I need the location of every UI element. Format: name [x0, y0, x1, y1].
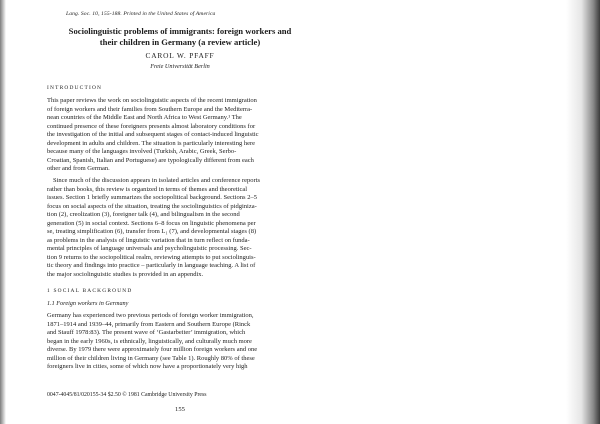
text-line: development in adults and children. The situation is particularly interesting here	[47, 139, 256, 147]
section-1-paragraph	[47, 312, 293, 372]
book-spine-shadow	[566, 0, 600, 424]
text-line: issues. Section 1 briefly summarizes the sociopolitical background. Sections 2–5	[47, 194, 257, 202]
text-line: foreigners live in cities, some of which now have a proportionately very high	[47, 363, 248, 371]
text-line: as problems in the analysis of linguistic variation that in turn reflect on funda-	[47, 236, 250, 244]
text-line: and Stauff 1978:83). The present wave of ‘Gastarbeiter’ immigration, which	[47, 329, 246, 337]
text-line: Germany has experienced two previous periods of foreign worker immigration,	[47, 312, 254, 319]
text-line: tion 9 returns to the sociopolitical realm, reviewing attempts to put sociolinguis-	[47, 253, 256, 261]
text-line: other and from German.	[47, 165, 110, 173]
text-line: se, treating simplification (6), transfer from L₁ (7), and developmental stages (8)	[47, 228, 257, 236]
text-line: Since much of the discussion appears in isolated articles and conference reports	[53, 177, 261, 184]
introduction-heading: INTRODUCTION	[47, 85, 103, 91]
section-1-1-subheading: 1.1 Foreign workers in Germany	[47, 300, 129, 307]
author-affiliation: Freie Universität Berlin	[150, 63, 210, 70]
text-line: of foreign workers and their families from Southern Europe and the Mediterra-	[47, 105, 253, 113]
text-line: million of their children living in Germany (see Table 1). Roughly 80% of these	[47, 354, 255, 362]
journal-citation: Lang. Soc. 10, 155-188. Printed in the United States of America	[66, 11, 216, 17]
text-line: because many of the languages involved (Turkish, Arabic, Greek, Serbo-	[47, 148, 237, 156]
text-line: nean countries of the Middle East and North Africa to West Germany.¹ The	[47, 114, 242, 122]
article-title-line-2: their children in Germany (a review article)	[99, 37, 261, 47]
section-1-heading: 1 SOCIAL BACKGROUND	[47, 288, 133, 294]
introduction-paragraph-1	[47, 97, 293, 174]
text-line: rather than books, this review is organized in terms of themes and theoretical	[47, 185, 248, 193]
text-line: began in the early 1960s, is ethnically, linguistically, and culturally much more	[47, 337, 252, 345]
text-line: mental principles of language universals and psycholinguistic processing. Sec-	[47, 245, 252, 253]
text-line: This paper reviews the work on sociolinguistic aspects of the recent immigration	[47, 97, 257, 104]
text-line: focus on social aspects of the situation, treating the sociolinguistics of pidginiza-	[47, 202, 257, 210]
author-name: CAROL W. PFAFF	[145, 51, 215, 60]
text-line: 1871–1914 and 1939–44, primarily from Eastern and Southern Europe (Rinck	[47, 320, 251, 328]
text-line: the major sociolinguistic studies is provided in an appendix.	[47, 271, 204, 279]
page-gutter-shadow	[0, 0, 6, 424]
text-line: Croatian, Spanish, Italian and Portuguese) are typologically different from each	[47, 156, 254, 164]
text-line: the investigation of the initial and subsequent stages of contact-induced linguistic	[47, 131, 259, 139]
introduction-paragraph-2	[47, 177, 293, 280]
article-title-line-1: Sociolinguistic problems of immigrants: foreign workers and	[68, 26, 292, 36]
text-line: diverse. By 1979 there were approximately four million foreign workers and one	[47, 346, 258, 354]
text-line: generation (5) in social context. Sections 6–8 focus on linguistic phenomena per	[47, 219, 256, 227]
text-line: tic theory and findings into practice – particularly in language teaching. A list of	[47, 262, 256, 270]
text-line: continued presence of these foreigners presents almost laboratory conditions for	[47, 122, 256, 130]
text-line: tion (2), creolization (3), foreigner talk (4), and bilingualism in the second	[47, 211, 240, 219]
copyright-line: 0047-4045/81/020155-34 $2.50 © 1981 Cambridge University Press	[47, 392, 207, 398]
page-number: 155	[175, 406, 185, 413]
